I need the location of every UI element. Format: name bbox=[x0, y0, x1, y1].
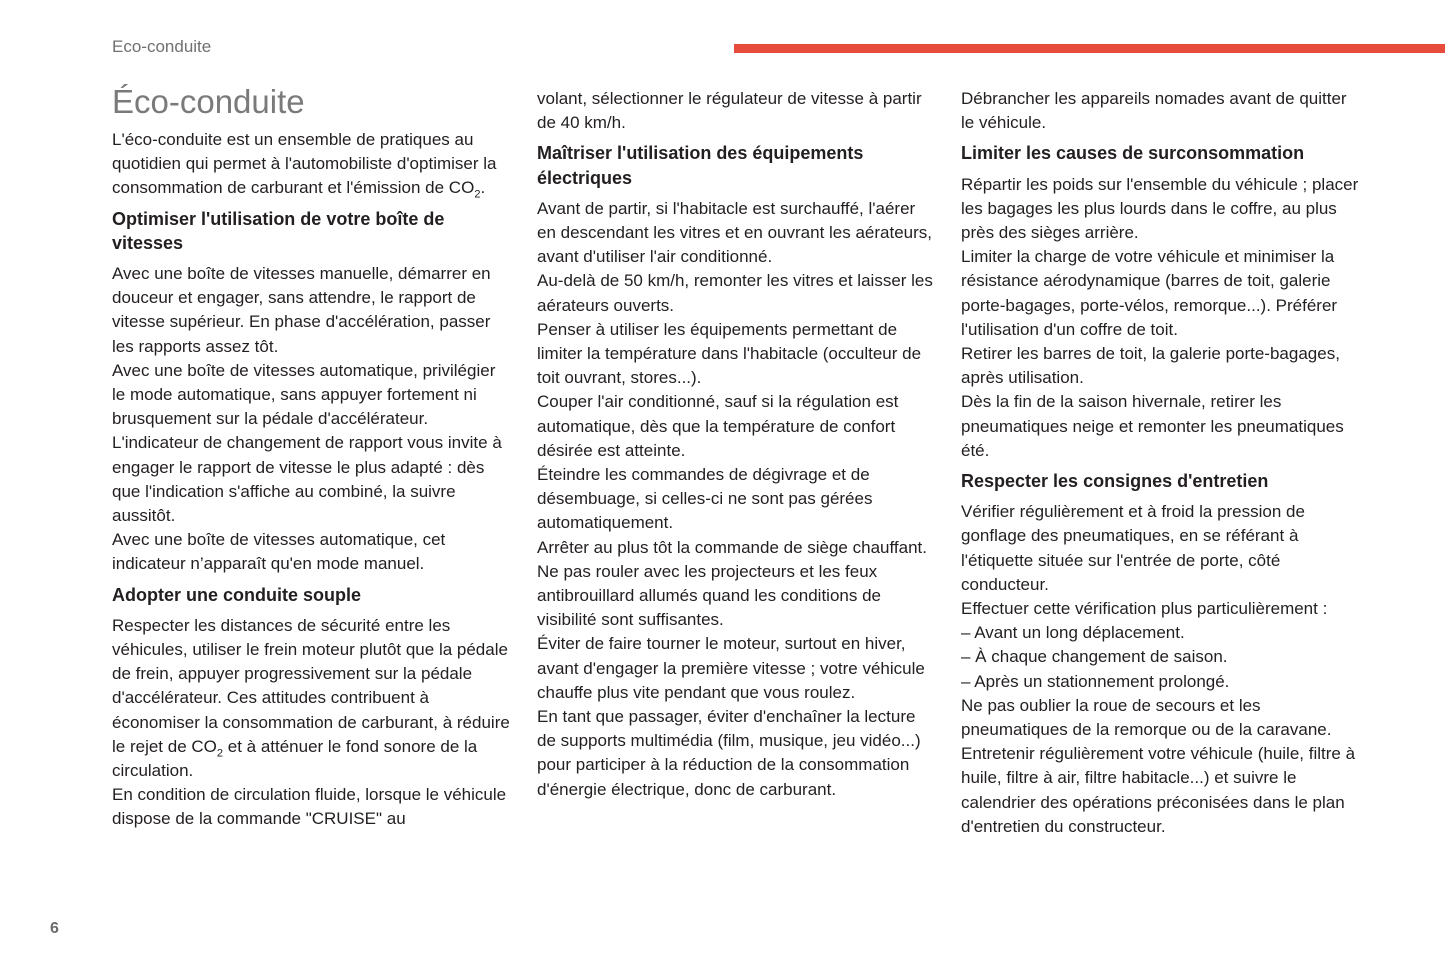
paragraph: Entretenir régulièrement votre véhicule (huile, filtre à huile, filtre à air, filtre habitacle...) et suivre le calendrier des opérations préconisées dans le plan d'entretien du constructeur. bbox=[961, 744, 1356, 836]
paragraph: Au-delà de 50 km/h, remonter les vitres et laisser les aérateurs ouverts. bbox=[537, 271, 933, 315]
list-item: – Avant un long déplacement. bbox=[961, 623, 1185, 643]
column-1 bbox=[112, 82, 510, 832]
paragraph: Limiter la charge de votre véhicule et minimiser la résistance aérodynamique (barres de toit, galerie porte-bagages, porte-vélos, remorque...). Préférer l'utilisation d'un coffre de toit. bbox=[961, 247, 1338, 339]
paragraph: Penser à utiliser les équipements permettant de limiter la température dans l'habitacle (occulteur de toit ouvrant, stores...). bbox=[537, 319, 922, 388]
paragraph: Ne pas rouler avec les projecteurs et les feux antibrouillard allumés quand les conditions de visibilité sont suffisantes. bbox=[537, 561, 881, 630]
paragraph: Avec une boîte de vitesses automatique, privilégier le mode automatique, sans appuyer fortement ni brusquement sur la pédale d'accélérateur. bbox=[112, 360, 496, 429]
column-2 bbox=[537, 87, 935, 802]
paragraph: volant, sélectionner le régulateur de vitesse à partir de 40 km/h. bbox=[537, 89, 922, 133]
list-item: – À chaque changement de saison. bbox=[961, 647, 1228, 667]
section-header-label: Eco-conduite bbox=[112, 37, 212, 56]
page-title: Éco-conduite bbox=[112, 83, 305, 120]
smooth-driving-heading: Adopter une conduite souple bbox=[112, 584, 362, 605]
paragraph: Débrancher les appareils nomades avant de quitter le véhicule. bbox=[961, 89, 1347, 133]
paragraph: Couper l'air conditionné, sauf si la régulation est automatique, dès que la température de confort désirée est atteinte. bbox=[537, 392, 899, 460]
paragraph: Éviter de faire tourner le moteur, surtout en hiver, avant d'engager la première vitesse ; votre véhicule chauffe plus vite pendant que vous roulez. bbox=[537, 634, 925, 702]
paragraph: Effectuer cette vérification plus particulièrement : bbox=[961, 599, 1328, 619]
paragraph: Éteindre les commandes de dégivrage et de désembuage, si celles-ci ne sont pas gérées automatiquement. bbox=[537, 465, 873, 533]
paragraph: Retirer les barres de toit, la galerie porte-bagages, après utilisation. bbox=[961, 344, 1340, 388]
page-number: 6 bbox=[50, 920, 59, 937]
intro-paragraph: L'éco-conduite est un ensemble de pratiques au quotidien qui permet à l'automobiliste d'optimiser la consommation de carburant et l'émission de $CO_2$. bbox=[112, 130, 497, 201]
paragraph: Avec une boîte de vitesses manuelle, démarrer en douceur et engager, sans attendre, le rapport de vitesse supérieur. En phase d'accélération, passer les rapports assez tôt. bbox=[112, 264, 491, 356]
paragraph: En tant que passager, éviter d'enchaîner la lecture de supports multimédia (film, musique, jeu vidéo...) pour participer à la réduction de la consommation d'énergie électrique, donc de carburant. bbox=[537, 707, 921, 799]
paragraph: Avant de partir, si l'habitacle est surchauffé, l'aérer en descendant les vitres et en ouvrant les aérateurs, avant d'utiliser l'air conditionné. bbox=[537, 198, 933, 267]
overconsumption-heading: Limiter les causes de surconsommation bbox=[961, 143, 1305, 164]
paragraph: L'indicateur de changement de rapport vous invite à engager le rapport de vitesse le plus adapté : dès que l'indication s'affiche au combiné, la suivre aussitôt. bbox=[112, 433, 502, 526]
list-item: – Après un stationnement prolongé. bbox=[961, 671, 1230, 691]
paragraph: Vérifier régulièrement et à froid la pression de gonflage des pneumatiques, en se référant à l'étiquette située sur l'entrée de porte, côté conducteur. bbox=[961, 502, 1305, 594]
paragraph: Dès la fin de la saison hivernale, retirer les pneumatiques neige et remonter les pneumatiques été. bbox=[961, 392, 1344, 460]
header-accent-bar bbox=[734, 44, 1445, 53]
gearbox-heading: Optimiser l'utilisation de votre boîte de vitesses bbox=[112, 208, 445, 253]
electric-equipment-heading: Maîtriser l'utilisation des équipements électriques bbox=[537, 143, 864, 188]
column-3 bbox=[961, 87, 1359, 839]
paragraph: Arrêter au plus tôt la commande de siège chauffant. bbox=[537, 537, 927, 557]
paragraph: Ne pas oublier la roue de secours et les pneumatiques de la remorque ou de la caravane. bbox=[961, 695, 1332, 740]
paragraph: Respecter les distances de sécurité entre les véhicules, utiliser le frein moteur plutôt que la pédale de frein, appuyer progressivement sur la pédale d'accélérateur. Ces attitudes contribuent à économiser la consommation de carburant, à réduire le rejet de $CO_2$ et à atténuer le fond sonore de la circulation. bbox=[112, 615, 510, 781]
maintenance-heading: Respecter les consignes d'entretien bbox=[961, 471, 1269, 492]
paragraph: En condition de circulation fluide, lorsque le véhicule dispose de la commande "CRUISE" au bbox=[112, 785, 507, 829]
paragraph: Répartir les poids sur l'ensemble du véhicule ; placer les bagages les plus lourds dans le coffre, au plus près des sièges arrière. bbox=[961, 174, 1359, 243]
paragraph: Avec une boîte de vitesses automatique, cet indicateur n’apparaît qu'en mode manuel. bbox=[112, 530, 446, 574]
